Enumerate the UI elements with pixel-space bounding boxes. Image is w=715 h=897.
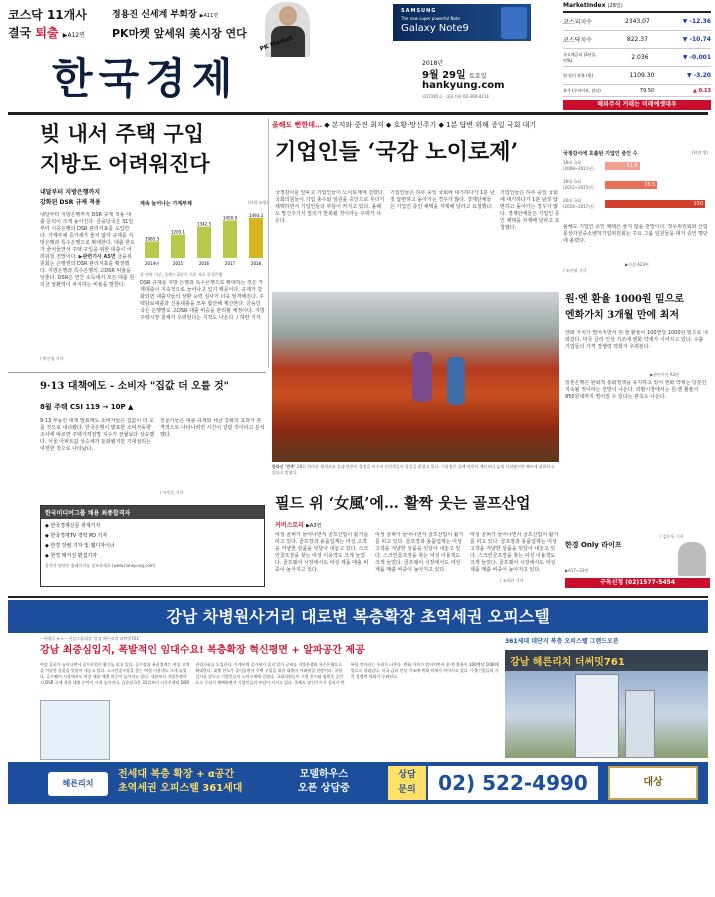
- subscribe-phone[interactable]: 구독신청 (02)1577-5454: [565, 578, 710, 588]
- survey-reporter: / 조진형 기자: [563, 268, 587, 273]
- survey-category: 19대 국회 (2012~2015년): [563, 179, 594, 190]
- lead-body: 내달부터 지방은행까지 DSR 규제 적용 대출 문턱이 크게 높아진다. 금융당국은 31일부터 시중은행의 DSR 관리지표를 도입한다. 가계부채 증가세가 줄지 않자 규제를 지방은행과 특수은행으로 확대한다. 대출 한도가 줄어들면서 주택 구입을 위한 대출이 어려워질 전망이다. ▶관련기사 A5면 금융위원회는 은행권의 DSR 관리지표를 확정했다. 지방은행과 특수은행의 고DSR 비율을 낮춘다. DSR은 연간 소득에서 모든 대출 원리금 상환액이 차지하는 비율을 말한다.: [40, 212, 135, 288]
- top-rule: [8, 112, 708, 115]
- policy-body: 9·13 부동산 대책 발표에도 소비자들은 집값이 더 오를 것으로 내다봤다. 한국은행이 발표한 소비자동향조사에 따르면 주택가격전망 지수가 전월보다 상승했다. 서울 아파트값 상승세가 둔화됐지만 기대심리는 여전한 것으로 나타났다.: [40, 418, 155, 452]
- forex-body-2: 일본은행은 완화적 통화정책을 유지하고 있어 엔화 약세는 당분간 지속될 것이라는 전망이 나온다. 외환시장에서는 원·엔 환율이 950원대까지 떨어질 수 있다는 관측도 나온다.: [565, 380, 707, 400]
- tick-label: 2016: [198, 261, 210, 266]
- survey-category: 18대 국회 (2008~2011년): [563, 160, 594, 171]
- masthead-title[interactable]: 한국경제: [52, 54, 239, 103]
- tick-label: 2014년: [144, 261, 160, 266]
- survey-body-col3: 기업인들은 하루 종일 국회에 대기하다가 1분 남짓 답변하고 돌아가는 경우가 많다. 경제단체들은 기업인 증인 채택을 자제해 달라고 요청했다.: [500, 190, 560, 231]
- tick-label: 2017: [224, 261, 236, 266]
- masthead-site[interactable]: hankyung.com: [422, 80, 505, 91]
- tick-label: 2018: [250, 261, 262, 266]
- ad-subline[interactable]: 강남 최중심입지, 폭발적인 임대수요! 복층확장 혁신평면 + 알파공간 제공: [40, 645, 365, 656]
- masthead-issue: 제17265호 · 대표전화 02-360-4114: [422, 94, 489, 99]
- golf-body-col2: 여성 골퍼가 늘어나면서 골프산업이 활기를 띠고 있다. 골프장과 용품업계는 여성 고객을 겨냥한 상품을 잇달아 내놓고 있다. 스크린골프장을 찾는 여성 이용객도 크게 늘었다. 골프웨어 시장에서도 여성 제품 매출 비중이 높아지고 있다.: [375, 532, 464, 573]
- survey-chart: 국정감사에 호출된 기업인 증인 수 (단위:명) 18대 국회 (2008~2011년) 51.8 19대 국회 (2012~2015년) 78.5 20대 국회 (2016~2017년) 150: [563, 150, 708, 218]
- lead-headline-2[interactable]: 지방도 어려워진다: [40, 151, 210, 176]
- ad-phone[interactable]: 02) 522-4990: [428, 766, 598, 800]
- masthead-year: 2018년: [422, 60, 444, 67]
- lead-chart: [140, 200, 268, 270]
- promo-box[interactable]: 한국미디어그룹 채용 최종합격자 ◆ 한국경제신문 취재기자 ◆ 한국경제TV 경력 PD 기자 ◆ 한경 닷컴 기자 및 웹디자이너 ◆ 한경 매거진 편집기자 합격자 명단은 홈페이지를 참조하세요 (www.hankyung.com): [40, 505, 265, 587]
- teaser-1[interactable]: 코스닥 11개사: [8, 8, 87, 22]
- golf-headline[interactable]: 필드 위 ‘女風’에… 활짝 웃는 골프산업: [275, 494, 531, 512]
- forex-reporter: / 김동욱 기자: [660, 534, 684, 539]
- market-row[interactable]: 유가 (두바이유, 달러) 79.50 ▲ 0.13: [563, 85, 711, 97]
- survey-bar: 150: [605, 200, 705, 208]
- ad-rule: [8, 596, 708, 598]
- market-sponsor[interactable]: 해외주식 거래는 미래에셋대우: [563, 100, 711, 110]
- bar-chart: [140, 208, 268, 268]
- survey-body-col2: 기업인들은 하루 종일 국회에 대기하다가 1분 남짓 답변하고 돌아가는 경우가 많다. 경제단체들은 기업인 증인 채택을 자제해 달라고 요청했다.: [390, 190, 495, 210]
- survey-body: 국정감사를 앞두고 기업인들이 노이로제에 걸렸다. 국회의원들이 기업 총수와 임원을 증인으로 무더기 채택하면서 기업인들의 부담이 커지고 있다. 올해도 망신주기식 질의가 반복될 것이라는 우려가 나온다.: [275, 190, 385, 224]
- market-row[interactable]: 코스피지수 2343.07 ▼ -12.36: [563, 13, 711, 31]
- brand-logo[interactable]: 헤른리치: [48, 772, 108, 796]
- ad-floorplan: [40, 700, 110, 760]
- model-house: 모델하우스 오픈 상담중: [298, 769, 350, 794]
- ad-body: 여성 골퍼가 늘어나면서 골프산업이 활기를 띠고 있다. 골프장과 용품업계는 여성 고객을 겨냥한 상품을 잇달아 내놓고 있다. 스크린골프장을 찾는 여성 이용객도 크게 늘었다. 골프웨어 시장에서도 여성 제품 매출 비중이 높아지고 있다. 내달부터 지방은행까지 DSR 규제 적용 대출 문턱이 크게 높아진다. 금융당국은 31일부터 시중은행의 DSR 관리지표를 도입한다. 가계부채 증가세가 줄지 않자 규제를 지방은행과 특수은행으로 확대한다. 대출 한도가 줄어들면서 주택 구입을 위한 대출이 어려워질 전망이다. 국정감사를 앞두고 기업인들이 노이로제에 걸렸다. 국회의원들이 기업 총수와 임원을 증인으로 무더기 채택하면서 기업인들의 부담이 커지고 있다. 올해도 망신주기식 질의가 반복될 것이라는 우려가 나온다. 엔화 가치가 떨어지면서 원·엔 환율이 100엔당 1000원 밑으로 내려갔다. 미국 금리 인상 기조에 엔화 약세가 이어지고 있다. 수출기업들의 가격 경쟁력 약화가 우려된다.: [40, 662, 500, 685]
- chart-note: 각 연말 기준, 올해는 2분기 기준 자료 한국은행: [140, 272, 223, 277]
- columnist-box[interactable]: 한경 Only 라이프 ▶A17~23면 구독신청 (02)1577-5454: [565, 540, 710, 595]
- cta-text: 전세대 복층 확장 + α공간 초역세권 오피스텔 361세대: [118, 769, 243, 794]
- data-label: 1450.9: [223, 215, 237, 221]
- data-label: 1342.5: [197, 221, 211, 227]
- forex-ref: ▶관련기사 A3면: [650, 372, 679, 377]
- ad-cta-bar: [8, 762, 708, 804]
- ad-right-title: 361세대 대단지 복층 오피스텔 그랜드오픈: [505, 638, 619, 645]
- survey-ref: ▶사설 A23면: [625, 262, 649, 267]
- building-shape: [625, 690, 655, 758]
- golf-body: 여성 골퍼가 늘어나면서 골프산업이 활기를 띠고 있다. 골프장과 용품업계는 여성 고객을 겨냥한 상품을 잇달아 내놓고 있다. 스크린골프장을 찾는 여성 이용객도 크게 늘었다. 골프웨어 시장에서도 여성 제품 매출 비중이 높아지고 있다.: [275, 532, 369, 573]
- golf-label: 커버스토리 ▶A3면: [275, 522, 322, 529]
- masthead-date: 9월 29일 토요일: [422, 70, 487, 81]
- lead-headline-1[interactable]: 빚 내서 주택 구입: [40, 121, 204, 146]
- market-row[interactable]: 원·달러 환율 (원) 1109.30 ▼ -3.20: [563, 67, 711, 85]
- golf-body-col3: 여성 골퍼가 늘어나면서 골프산업이 활기를 띠고 있다. 골프장과 용품업계는 여성 고객을 겨냥한 상품을 잇달아 내놓고 있다. 스크린골프장을 찾는 여성 이용객도 크게 늘었다. 골프웨어 시장에서도 여성 제품 매출 비중이 높아지고 있다.: [470, 532, 559, 573]
- policy-reporter: / 서민준 기자: [160, 490, 184, 495]
- forex-title[interactable]: 원·엔 환율 1000원 밑으로 엔화가치 3개월 만에 최저: [565, 294, 685, 321]
- executive-photo: [258, 2, 310, 57]
- hiker-shape: [412, 352, 432, 402]
- pk-market-badge: PK Market: [258, 34, 295, 53]
- data-label: 1203.1: [171, 229, 185, 235]
- bar: [171, 235, 185, 258]
- consult-label: 상담 문의: [388, 766, 426, 800]
- building-shape: [575, 674, 619, 758]
- data-label: 1085.3: [145, 236, 159, 242]
- survey-banner: 올해도 빤한데… ◆ 본지와 중진 최저 ◆ 호황·망신주기 ◆ 1분 답변 위해 증일 국회 대기: [272, 121, 537, 129]
- chart-unit: (단위:조원): [248, 200, 268, 205]
- market-index: MarketIndex (28일) 코스피지수 2343.07 ▼ -12.36 코스닥지수 822.37 ▼ -10.74 국고채금리 (3년물, 연%) 2.036 ▼ -0.001 원·달러 환율 (원) 1109.30 ▼ -3.20 유가 (두바이유, 달러) 79.50 ▲ 0.13 해외주식 거래는 미래에셋대우: [563, 2, 711, 108]
- ad-banner[interactable]: 강남 차병원사거리 대로변 복층확장 초역세권 오피스텔: [8, 600, 708, 633]
- section-rule: [8, 372, 266, 373]
- ad-topnote: – 희애의 뉴스 – 건설그룹대상 '강남 헤른리치 더써밋761': [40, 636, 141, 641]
- teaser-2[interactable]: 결국 퇴출 ▶A12면: [8, 26, 85, 40]
- tick-label: 2015: [172, 261, 184, 266]
- survey-bar: 51.8: [605, 162, 640, 170]
- bar: [223, 220, 237, 258]
- lead-body-col2: DSR 규제를 지방 은행과 특수은행으로 확대하는 것은 가계대출이 지속적으로 늘어나고 있기 때문이다. 규제가 강화되면 대출자들의 상환 능력 심사가 더욱 엄격해진다. 주택담보대출과 신용대출을 모두 합산해 계산한다. 금융당국은 은행별로 고DSR 대출 비중을 관리할 예정이다. 지방 주택시장 침체가 우려된다는 지적도 나온다. / 허란 기자: [140, 280, 265, 321]
- col-divider: [268, 118, 269, 368]
- bar: [249, 218, 263, 258]
- policy-sub: 8월 주택 CSI 119 → 10P ▲: [40, 403, 134, 411]
- ad-building-image[interactable]: 강남 헤른리치 더써밋761: [505, 650, 708, 758]
- survey-chart-title: 국정감사에 호출된 기업인 증인 수: [563, 151, 638, 157]
- policy-body-col2: 전문가들은 대출 규제와 세금 강화의 효과가 본격적으로 나타나려면 시간이 걸릴 것이라고 분석했다.: [160, 418, 265, 438]
- survey-category: 20대 국회 (2016~2017년): [563, 198, 594, 209]
- survey-bar: 78.5: [605, 181, 657, 189]
- chart-title: 계속 늘어나는 가계부채: [140, 201, 192, 207]
- samsung-ad[interactable]: SAMSUNG The new super powerful Note Galaxy Note9: [393, 4, 531, 41]
- lead-sub: 내달부터 지방은행까지 강화된 DSR 규제 적용: [40, 189, 101, 206]
- lead-reporter: / 박신영 기자: [40, 356, 64, 361]
- market-row[interactable]: 국고채금리 (3년물, 연%) 2.036 ▼ -0.001: [563, 49, 711, 67]
- phone-image: [501, 7, 527, 39]
- photo-hallasan[interactable]: [272, 292, 559, 462]
- teaser-right[interactable]: 정용진 신세계 부회장 ▶A11면 PK마켓 앞세워 美시장 연다: [112, 10, 247, 40]
- survey-right-body: 올해도 기업인 증인 채택은 줄지 않을 전망이다. 정무위원회와 산업통상자원중소벤처기업위원회는 주요 그룹 임원들을 대거 증인 명단에 올렸다.: [563, 224, 708, 244]
- bar: [197, 227, 211, 258]
- survey-bars: [563, 160, 708, 218]
- photo-caption: 한라산 ‘만추’ 28일 한라산 윗세오름 일대 단풍이 절정을 이루며 등산객들의 발길을 붙잡고 있다. 기상청은 올해 단풍이 예년보다 늦게 시작됐지만 빠르게 남하하고 있다고 밝혔다.: [272, 464, 555, 475]
- survey-headline[interactable]: 기업인들 ‘국감 노이로제’: [275, 139, 519, 165]
- data-label: 1493.2: [249, 213, 263, 218]
- columnist-photo: [678, 542, 706, 576]
- policy-headline[interactable]: 9·13 대책에도 - 소비자 "집값 더 오를 것": [40, 381, 229, 392]
- market-row[interactable]: 코스닥지수 822.37 ▼ -10.74: [563, 31, 711, 49]
- bar: [145, 241, 159, 258]
- award-badge: 대상: [608, 766, 698, 800]
- hiker-shape: [447, 357, 465, 405]
- forex-body: 엔화 가치가 떨어지면서 원·엔 환율이 100엔당 1000원 밑으로 내려갔다. 미국 금리 인상 기조에 엔화 약세가 이어지고 있다. 수출기업들의 가격 경쟁력 약화가 우려된다.: [565, 330, 708, 350]
- golf-reporter: / 조희찬 기자: [500, 578, 524, 583]
- face-shape: [279, 6, 297, 26]
